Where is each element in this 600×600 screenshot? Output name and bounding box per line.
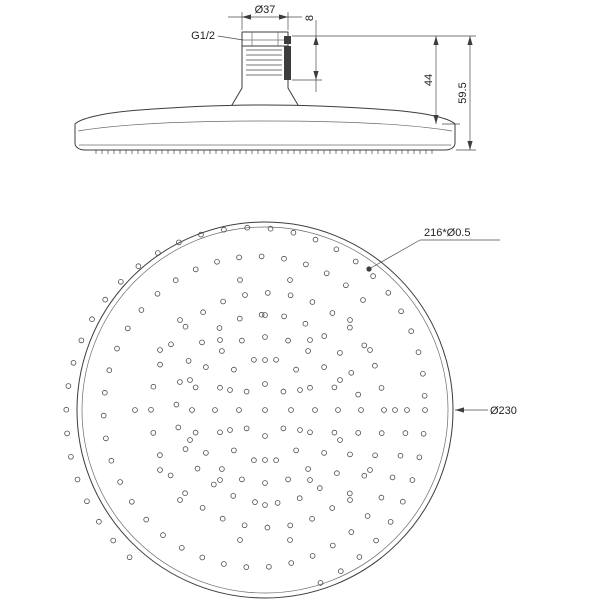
head-body-seam <box>78 121 452 131</box>
dim-plate-thickness <box>292 15 322 92</box>
dim-thread-callout-label: G1/2 <box>191 30 215 42</box>
nozzle-row-side <box>96 150 432 154</box>
dim-nozzle-count <box>366 227 500 272</box>
dim-nozzle-count-label: 216*Ø0.5 <box>424 227 471 239</box>
dim-overall-height <box>442 36 476 150</box>
inlet-boss-outline <box>242 32 288 46</box>
dim-plate-thickness-label: 8 <box>304 14 316 22</box>
side-elevation-view <box>75 4 476 154</box>
dim-thread-callout <box>191 30 243 42</box>
dim-overall-height-label: 59.5 <box>457 82 469 104</box>
dim-body-height <box>322 36 460 124</box>
dim-body-height-label: 44 <box>423 73 435 87</box>
bottom-plan-view <box>64 222 517 598</box>
thread-hatch <box>246 50 282 75</box>
nozzle-pattern <box>64 225 428 585</box>
dim-face-diameter <box>455 405 517 417</box>
dim-face-diameter-label: Ø230 <box>490 405 517 417</box>
seal-washer <box>284 46 291 80</box>
seal-washer-top <box>284 36 291 44</box>
head-body-outline <box>75 105 455 150</box>
dim-inlet-diameter <box>228 4 302 30</box>
face-outer-circle <box>77 222 453 598</box>
dim-inlet-diameter-label: Ø37 <box>254 4 276 16</box>
face-inner-circle <box>82 227 448 593</box>
